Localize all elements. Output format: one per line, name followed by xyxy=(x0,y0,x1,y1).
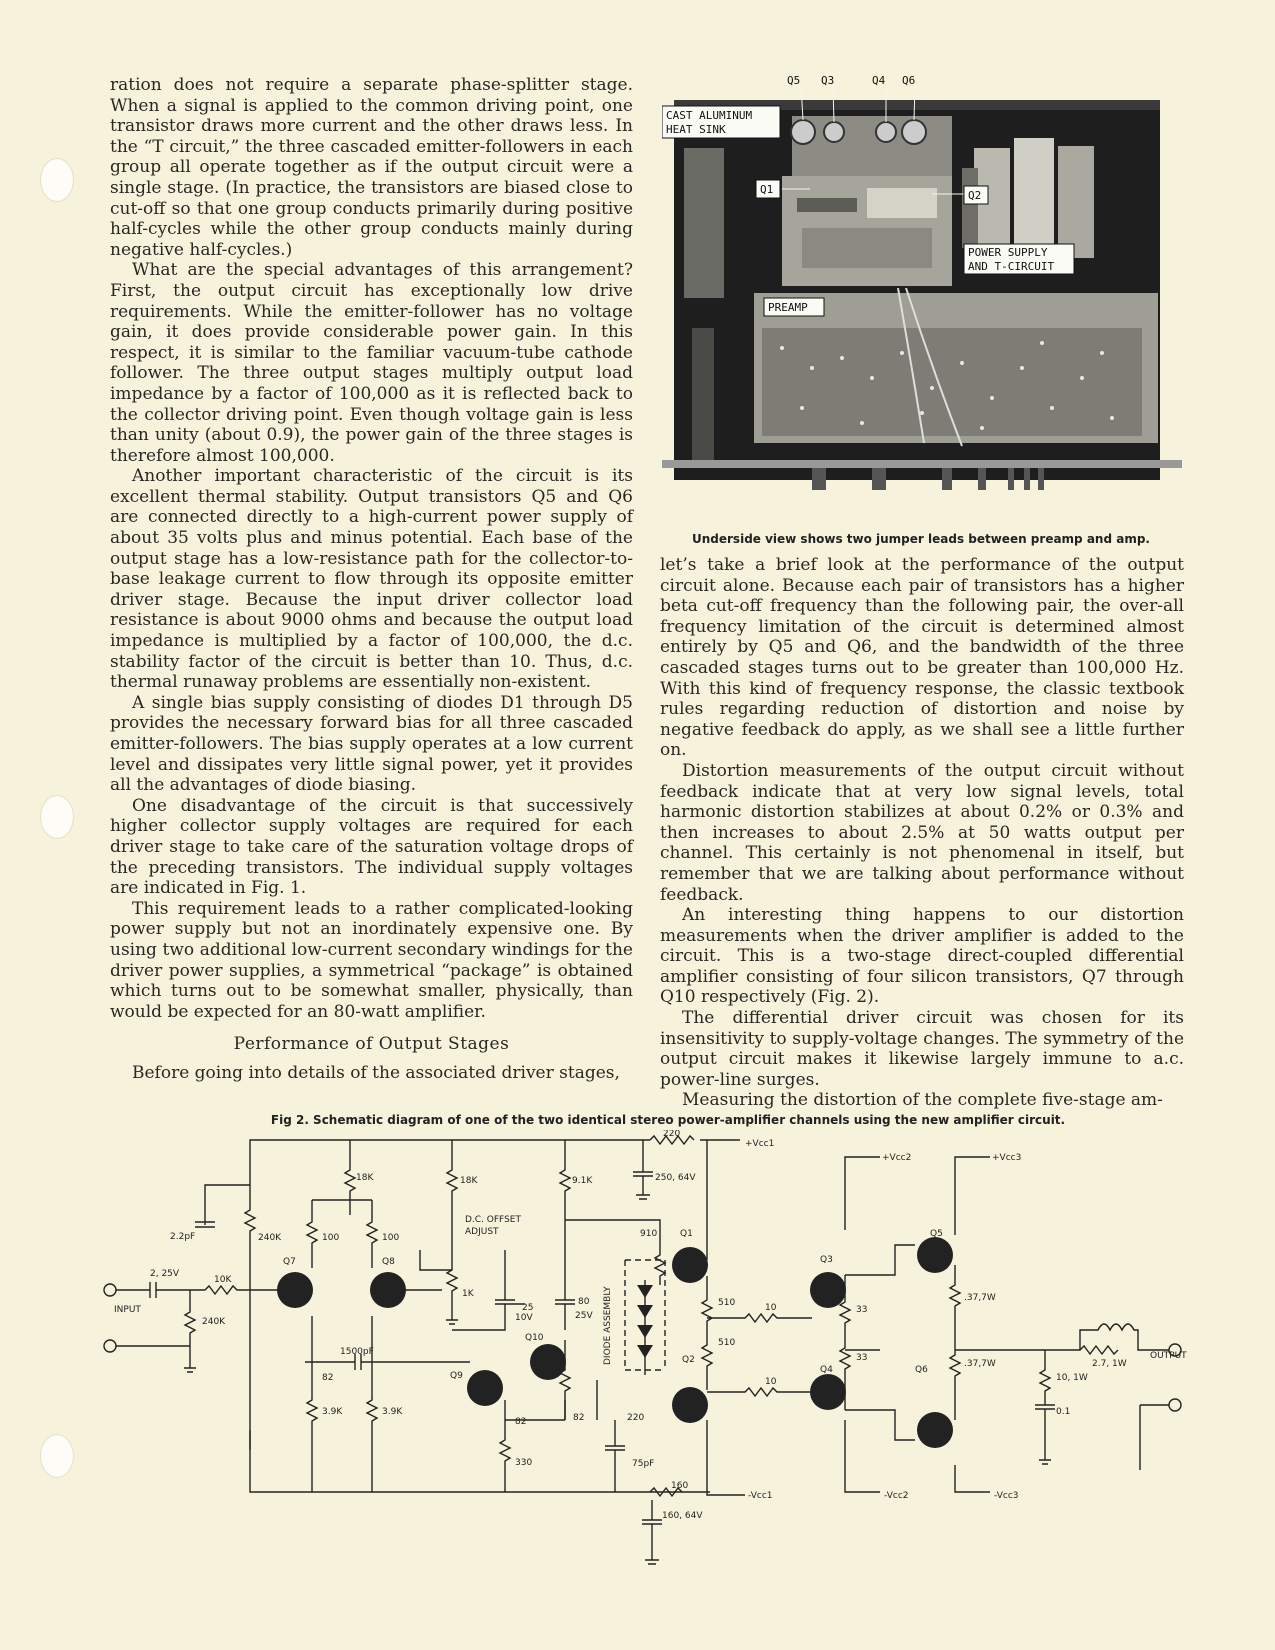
label-q8: Q8 xyxy=(382,1257,395,1267)
label-r82-c: 82 xyxy=(573,1413,585,1423)
label-output: OUTPUT xyxy=(1150,1351,1187,1361)
underside-photo xyxy=(662,68,1182,528)
label-r240k-a: 240K xyxy=(258,1233,282,1243)
label-r10-a: 10 xyxy=(765,1303,777,1313)
paragraph: A single bias supply consisting of diodes D1 through D5 provides the necessary forward bias for all three cascaded emitter-followers. The bias supply operates at a low current level and dissipates very little signal power, yet it provides all the advantages of diode biasing. xyxy=(110,692,633,796)
figure-2-caption: Fig 2. Schematic diagram of one of the two identical stereo power-amplifier channels using the new amplifier circuit. xyxy=(270,1113,1066,1127)
right-text-column xyxy=(660,555,1184,1111)
label-c80-2: 25V xyxy=(575,1311,593,1321)
label-r240k-b: 240K xyxy=(202,1317,226,1327)
paragraph: An interesting thing happens to our distortion measurements when the driver amplifier is added to the circuit. This is a two-stage direct-coupled differential amplifier consisting of four silicon transistors, Q7 through Q10 respectively (Fig. 2). xyxy=(660,905,1184,1008)
left-text-column xyxy=(110,75,633,1084)
photo-label-q4: Q4 xyxy=(872,74,886,87)
paragraph: The differential driver circuit was chosen for its insensitivity to supply-voltage changes. The symmetry of the output circuit makes it likewise largely immune to a.c. power-line surges. xyxy=(660,1008,1184,1090)
section-heading: Performance of Output Stages xyxy=(233,1034,510,1055)
label-r3k9-a: 3.9K xyxy=(322,1407,343,1417)
paragraph: Before going into details of the associated driver stages, xyxy=(132,1062,620,1083)
label-q5: Q5 xyxy=(930,1229,943,1239)
label-c75: 75pF xyxy=(632,1459,655,1469)
label-r9k1: 9.1K xyxy=(572,1176,593,1186)
label-q6: Q6 xyxy=(915,1365,928,1375)
label-q3: Q3 xyxy=(820,1255,833,1265)
label-c250: 250, 64V xyxy=(655,1173,696,1183)
label-r3k9-b: 3.9K xyxy=(382,1407,403,1417)
label-r2-7: 2.7, 1W xyxy=(1092,1359,1127,1369)
photo-label-heat-sink: CAST ALUMINUM xyxy=(666,109,753,122)
photo-label-q6: Q6 xyxy=(902,74,916,87)
label-c80: 80 xyxy=(578,1297,590,1307)
label-c160: 160, 64V xyxy=(662,1511,703,1521)
binder-hole-top xyxy=(40,158,74,202)
label-r37-b: .37,7W xyxy=(964,1359,996,1369)
photo-label-power-supply: POWER SUPPLY xyxy=(968,246,1048,259)
label-q2: Q2 xyxy=(682,1355,695,1365)
paragraph: ration does not require a separate phase-splitter stage. When a signal is applied to the common driving point, one transistor draws more current and the other draws less. In the “T circuit,” the three cascaded emitter-followers in each group all operate together as if the output circuit were a single stage. (In practice, the transistors are biased close to cut-off so that one group conducts primarily during positive half-cycles while the other group conducts mainly during negative half-cycles.) xyxy=(110,75,633,260)
binder-hole-middle xyxy=(40,795,74,839)
label-c2-25v: 2, 25V xyxy=(150,1269,180,1279)
label-r10-b: 10 xyxy=(765,1377,777,1387)
photo-label-heat-sink-2: HEAT SINK xyxy=(666,123,726,136)
label-r82-a: 82 xyxy=(322,1373,334,1383)
label-r18k-b: 18K xyxy=(460,1176,478,1186)
label-r160: 160 xyxy=(671,1481,689,1491)
label-q1: Q1 xyxy=(680,1229,693,1239)
label-diode-assembly: DIODE ASSEMBLY xyxy=(603,1286,613,1365)
photo-label-q1: Q1 xyxy=(760,183,774,196)
photo-label-q5: Q5 xyxy=(787,74,801,87)
label-r82-b: 82 xyxy=(515,1417,527,1427)
label-vcc3-neg: -Vcc3 xyxy=(994,1491,1019,1501)
paragraph: One disadvantage of the circuit is that successively higher collector supply voltages are required for each driver stage to take care of the saturation voltage drops of the preceding transistors. The individual supply voltages are indicated in Fig. 1. xyxy=(110,795,633,899)
label-r10k: 10K xyxy=(214,1275,232,1285)
label-r33-a: 33 xyxy=(856,1305,868,1315)
label-input: INPUT xyxy=(114,1305,141,1315)
label-vcc2-neg: -Vcc2 xyxy=(884,1491,909,1501)
label-r910: 910 xyxy=(640,1229,658,1239)
label-c0-1: 0.1 xyxy=(1056,1407,1071,1417)
label-r37-a: .37,7W xyxy=(964,1293,996,1303)
photo-label-preamp: PREAMP xyxy=(768,301,808,314)
paragraph: let’s take a brief look at the performance of the output circuit alone. Because each pair of transistors has a higher beta cut-off frequency than the following pair, the over-all frequency limitation of the circuit is determined almost entirely by Q5 and Q6, and the bandwidth of the three cascaded stages turns out to be greater than 100,000 Hz. With this kind of frequency response, the classic textbook rules regarding reduction of distortion and noise by negative feedback do apply, as we shall see a little further on. xyxy=(660,555,1184,761)
label-vcc1-neg: -Vcc1 xyxy=(748,1491,773,1501)
paragraph: Distortion measurements of the output circuit without feedback indicate that at very low signal levels, total harmonic distortion stabilizes at about 0.2% or 0.3% and then increases to about 2.5% at 50 watts output per channel. This certainly is not phenomenal in itself, but remember that we are talking about performance without feedback. xyxy=(660,760,1184,905)
label-q7: Q7 xyxy=(283,1257,296,1267)
label-vcc3-pos: +Vcc3 xyxy=(992,1153,1022,1163)
photo-label-q2: Q2 xyxy=(968,189,982,202)
label-c25: 25 xyxy=(522,1303,534,1313)
label-r100-a: 100 xyxy=(322,1233,340,1243)
photo-label-q3: Q3 xyxy=(821,74,835,87)
label-q10: Q10 xyxy=(525,1333,544,1343)
label-r33-b: 33 xyxy=(856,1353,868,1363)
label-c1500: 1500pF xyxy=(340,1347,374,1357)
photo-caption: Underside view shows two jumper leads between preamp and amp. xyxy=(692,532,1150,546)
photo-label-power-supply-2: AND T-CIRCUIT xyxy=(968,260,1055,273)
paragraph: This requirement leads to a rather complicated-looking power supply but not an inordinately expensive one. By using two additional low-current secondary windings for the driver power supplies, a symmetrical “package” is obtained which turns out to be somewhat smaller, physically, than would be expected for an 80-watt amplifier. xyxy=(110,898,633,1022)
label-r10-1w: 10, 1W xyxy=(1056,1373,1088,1383)
paragraph: What are the special advantages of this arrangement? First, the output circuit has exceptionally low drive requirements. While the emitter-follower has no voltage gain, it does provide considerable power gain. In this respect, it is similar to the familiar vacuum-tube cathode follower. The three output stages multiply output load impedance by a factor of 100,000 as it is reflected back to the collector driving point. Even though voltage gain is less than unity (about 0.9), the power gain of the three stages is therefore almost 100,000. xyxy=(110,260,633,466)
label-vcc1-pos: +Vcc1 xyxy=(745,1139,775,1149)
label-r510-a: 510 xyxy=(718,1298,736,1308)
schematic-diagram xyxy=(0,1130,1275,1570)
label-dc-offset: D.C. OFFSET xyxy=(465,1215,521,1225)
label-r510-b: 510 xyxy=(718,1338,736,1348)
label-r220: 220 xyxy=(663,1130,681,1139)
label-r100-b: 100 xyxy=(382,1233,400,1243)
label-dc-offset-2: ADJUST xyxy=(465,1227,499,1237)
label-r220-mid: 220 xyxy=(627,1413,645,1423)
paragraph: Another important characteristic of the circuit is its excellent thermal stability. Output transistors Q5 and Q6 are connected directly to a high-current power supply of about 35 volts plus and minus potential. Each base of the output stage has a low-resistance path for the collector-to-base leakage current to flow through its opposite emitter driver stage. Because the input driver collector load resistance is about 9000 ohms and because the output load impedance is multiplied by a factor of 100,000, the d.c. stability factor of the circuit is better than 10. Thus, d.c. thermal runaway problems are essentially non-existent. xyxy=(110,466,633,693)
label-pot1k: 1K xyxy=(462,1289,474,1299)
paragraph: Measuring the distortion of the complete five-stage am- xyxy=(682,1090,1163,1111)
label-r18k-a: 18K xyxy=(356,1173,374,1183)
label-c2p2: 2.2pF xyxy=(170,1232,196,1242)
label-r330: 330 xyxy=(515,1458,533,1468)
label-c25-2: 10V xyxy=(515,1313,533,1323)
label-vcc2-pos: +Vcc2 xyxy=(882,1153,912,1163)
label-q9: Q9 xyxy=(450,1371,463,1381)
label-q4: Q4 xyxy=(820,1365,833,1375)
